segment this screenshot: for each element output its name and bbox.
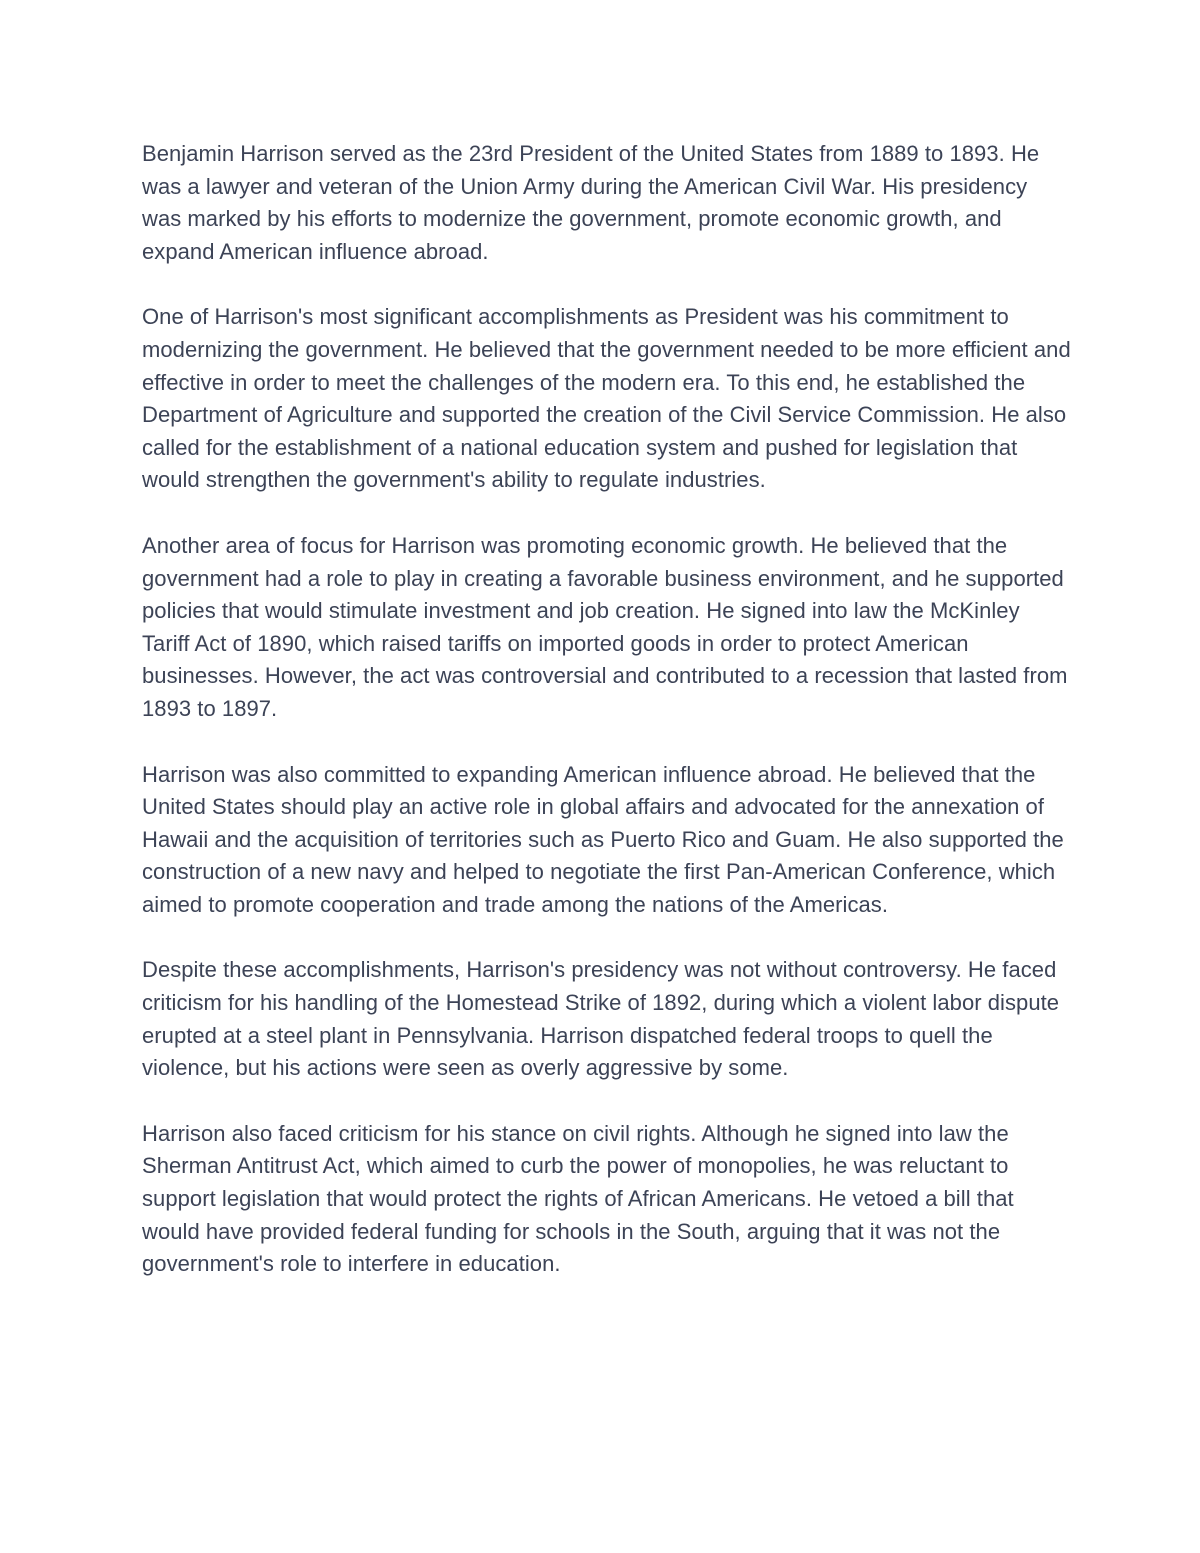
paragraph-modernizing-government: One of Harrison's most significant accomplishments as President was his commitment to modernizing the government. He believed that the government needed to be more efficient and effective in order to meet the challenges of the modern era. To this end, he established the Department of Agriculture and supported the creation of the Civil Service Commission. He also called for the establishment of a national education system and pushed for legislation that would strengthen the government's ability to regulate industries. — [142, 304, 1071, 493]
paragraph-intro: Benjamin Harrison served as the 23rd President of the United States from 1889 to 1893. He was a lawyer and veteran of the Union Army during the American Civil War. His presidency was marked by his efforts to modernize the government, promote economic growth, and expand American influence abroad. — [142, 141, 1040, 264]
document-body — [142, 138, 1072, 1281]
paragraph-civil-rights: Harrison also faced criticism for his stance on civil rights. Although he signed into law the Sherman Antitrust Act, which aimed to curb the power of monopolies, he was reluctant to support legislation that would protect the rights of African Americans. He vetoed a bill that would have provided federal funding for schools in the South, arguing that it was not the government's role to interfere in education. — [142, 1120, 1014, 1277]
paragraph-controversy: Despite these accomplishments, Harrison's presidency was not without controversy. He faced criticism for his handling of the Homestead Strike of 1892, during which a violent labor dispute erupted at a steel plant in Pennsylvania. Harrison dispatched federal troops to quell the violence, but his actions were seen as overly aggressive by some. — [142, 957, 1060, 1081]
paragraph-influence-abroad: Harrison was also committed to expanding American influence abroad. He believed that the United States should play an active role in global affairs and advocated for the annexation of Hawaii and the acquisition of territories such as Puerto Rico and Guam. He also supported the construction of a new navy and helped to negotiate the first Pan-American Conference, which aimed to promote cooperation and trade among the nations of the Americas. — [142, 761, 1064, 917]
paragraph-economic-growth: Another area of focus for Harrison was promoting economic growth. He believed that the government had a role to play in creating a favorable business environment, and he supported policies that would stimulate investment and job creation. He signed into law the McKinley Tariff Act of 1890, which raised tariffs on imported goods in order to protect American businesses. However, the act was controversial and contributed to a recession that lasted from 1893 to 1897. — [142, 532, 1068, 721]
